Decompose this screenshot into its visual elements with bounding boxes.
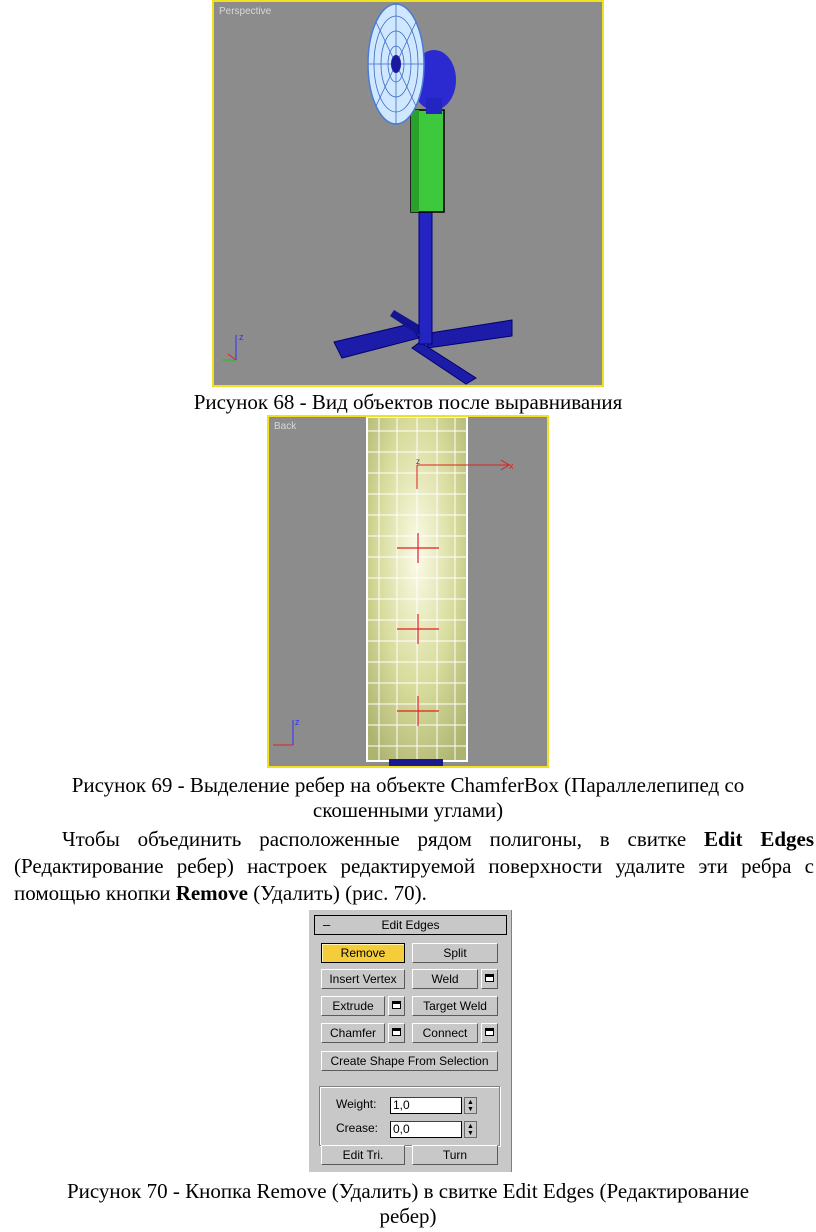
gizmo-z-label: z [416, 457, 420, 466]
viewport-label[interactable]: Perspective [219, 6, 272, 17]
viewport-label[interactable]: Back [274, 421, 297, 432]
chamfer-button[interactable]: Chamfer [321, 1023, 385, 1043]
instruction-paragraph [14, 826, 814, 907]
connect-settings-icon[interactable] [481, 1023, 498, 1043]
base-bar-front [412, 342, 476, 384]
base-bar-right [424, 320, 512, 348]
chamferbox-edge-selection [269, 417, 547, 766]
crease-label: Crease: [336, 1121, 379, 1135]
rollout-title: Edit Edges [381, 918, 440, 932]
insert-vertex-button[interactable]: Insert Vertex [321, 969, 405, 989]
fan-model-render [214, 2, 602, 385]
paragraph-text-3: (Удалить) (рис. 70). [248, 881, 427, 905]
axis-z-label: z [295, 717, 300, 727]
weight-label: Weight: [336, 1097, 377, 1111]
weight-input[interactable]: 1,0 [390, 1097, 462, 1114]
extrude-button[interactable]: Extrude [321, 996, 385, 1016]
edit-tri-button[interactable]: Edit Tri. [321, 1145, 405, 1165]
gizmo-x-label: x [509, 461, 514, 471]
perspective-viewport[interactable] [212, 0, 604, 387]
weight-spinner-icon[interactable]: ▲ ▼ [464, 1097, 477, 1114]
chamfer-settings-icon[interactable] [388, 1023, 405, 1043]
figure-69-caption-line2: скошенными углами) [312, 798, 504, 822]
paragraph-bold-edit-edges: Edit Edges [703, 827, 814, 851]
weld-settings-icon[interactable] [481, 969, 498, 989]
connect-button[interactable]: Connect [412, 1023, 478, 1043]
base-shadow [389, 759, 443, 766]
weld-button[interactable]: Weld [412, 969, 478, 989]
split-button[interactable]: Split [412, 943, 498, 963]
edit-edges-rollout [308, 910, 512, 1172]
figure-68-caption: Рисунок 68 - Вид объектов после выравнивания [193, 390, 623, 414]
turn-button[interactable]: Turn [412, 1145, 498, 1165]
axis-z-label: z [239, 332, 244, 342]
back-viewport[interactable] [267, 415, 549, 768]
paragraph-bold-remove: Remove [175, 881, 248, 905]
create-shape-from-selection-button[interactable]: Create Shape From Selection [321, 1051, 498, 1071]
crease-spinner-icon[interactable]: ▲ ▼ [464, 1121, 477, 1138]
paragraph-text-2: (Редактирование ребер) настроек редактируемой поверхности удалите эти ребра с помощью кнопки [14, 854, 814, 905]
extrude-settings-icon[interactable] [388, 996, 405, 1016]
figure-70-caption-line2: ребер) [379, 1204, 437, 1228]
crease-input[interactable]: 0,0 [390, 1121, 462, 1138]
target-weld-button[interactable]: Target Weld [412, 996, 498, 1016]
base-bar-left [334, 324, 419, 358]
figure-70-caption-line1: Рисунок 70 - Кнопка Remove (Удалить) в свитке Edit Edges (Редактирование [66, 1179, 750, 1203]
collapse-minus-icon[interactable]: – [323, 917, 331, 932]
rollout-header[interactable] [314, 915, 507, 935]
pole [419, 210, 432, 344]
weight-crease-group [319, 1086, 500, 1146]
figure-69-caption-line1: Рисунок 69 - Выделение ребер на объекте ChamferBox (Параллелепипед со [71, 773, 745, 797]
remove-button[interactable]: Remove [321, 943, 405, 963]
paragraph-text-1: Чтобы объединить расположенные рядом полигоны, в свитке [62, 827, 704, 851]
